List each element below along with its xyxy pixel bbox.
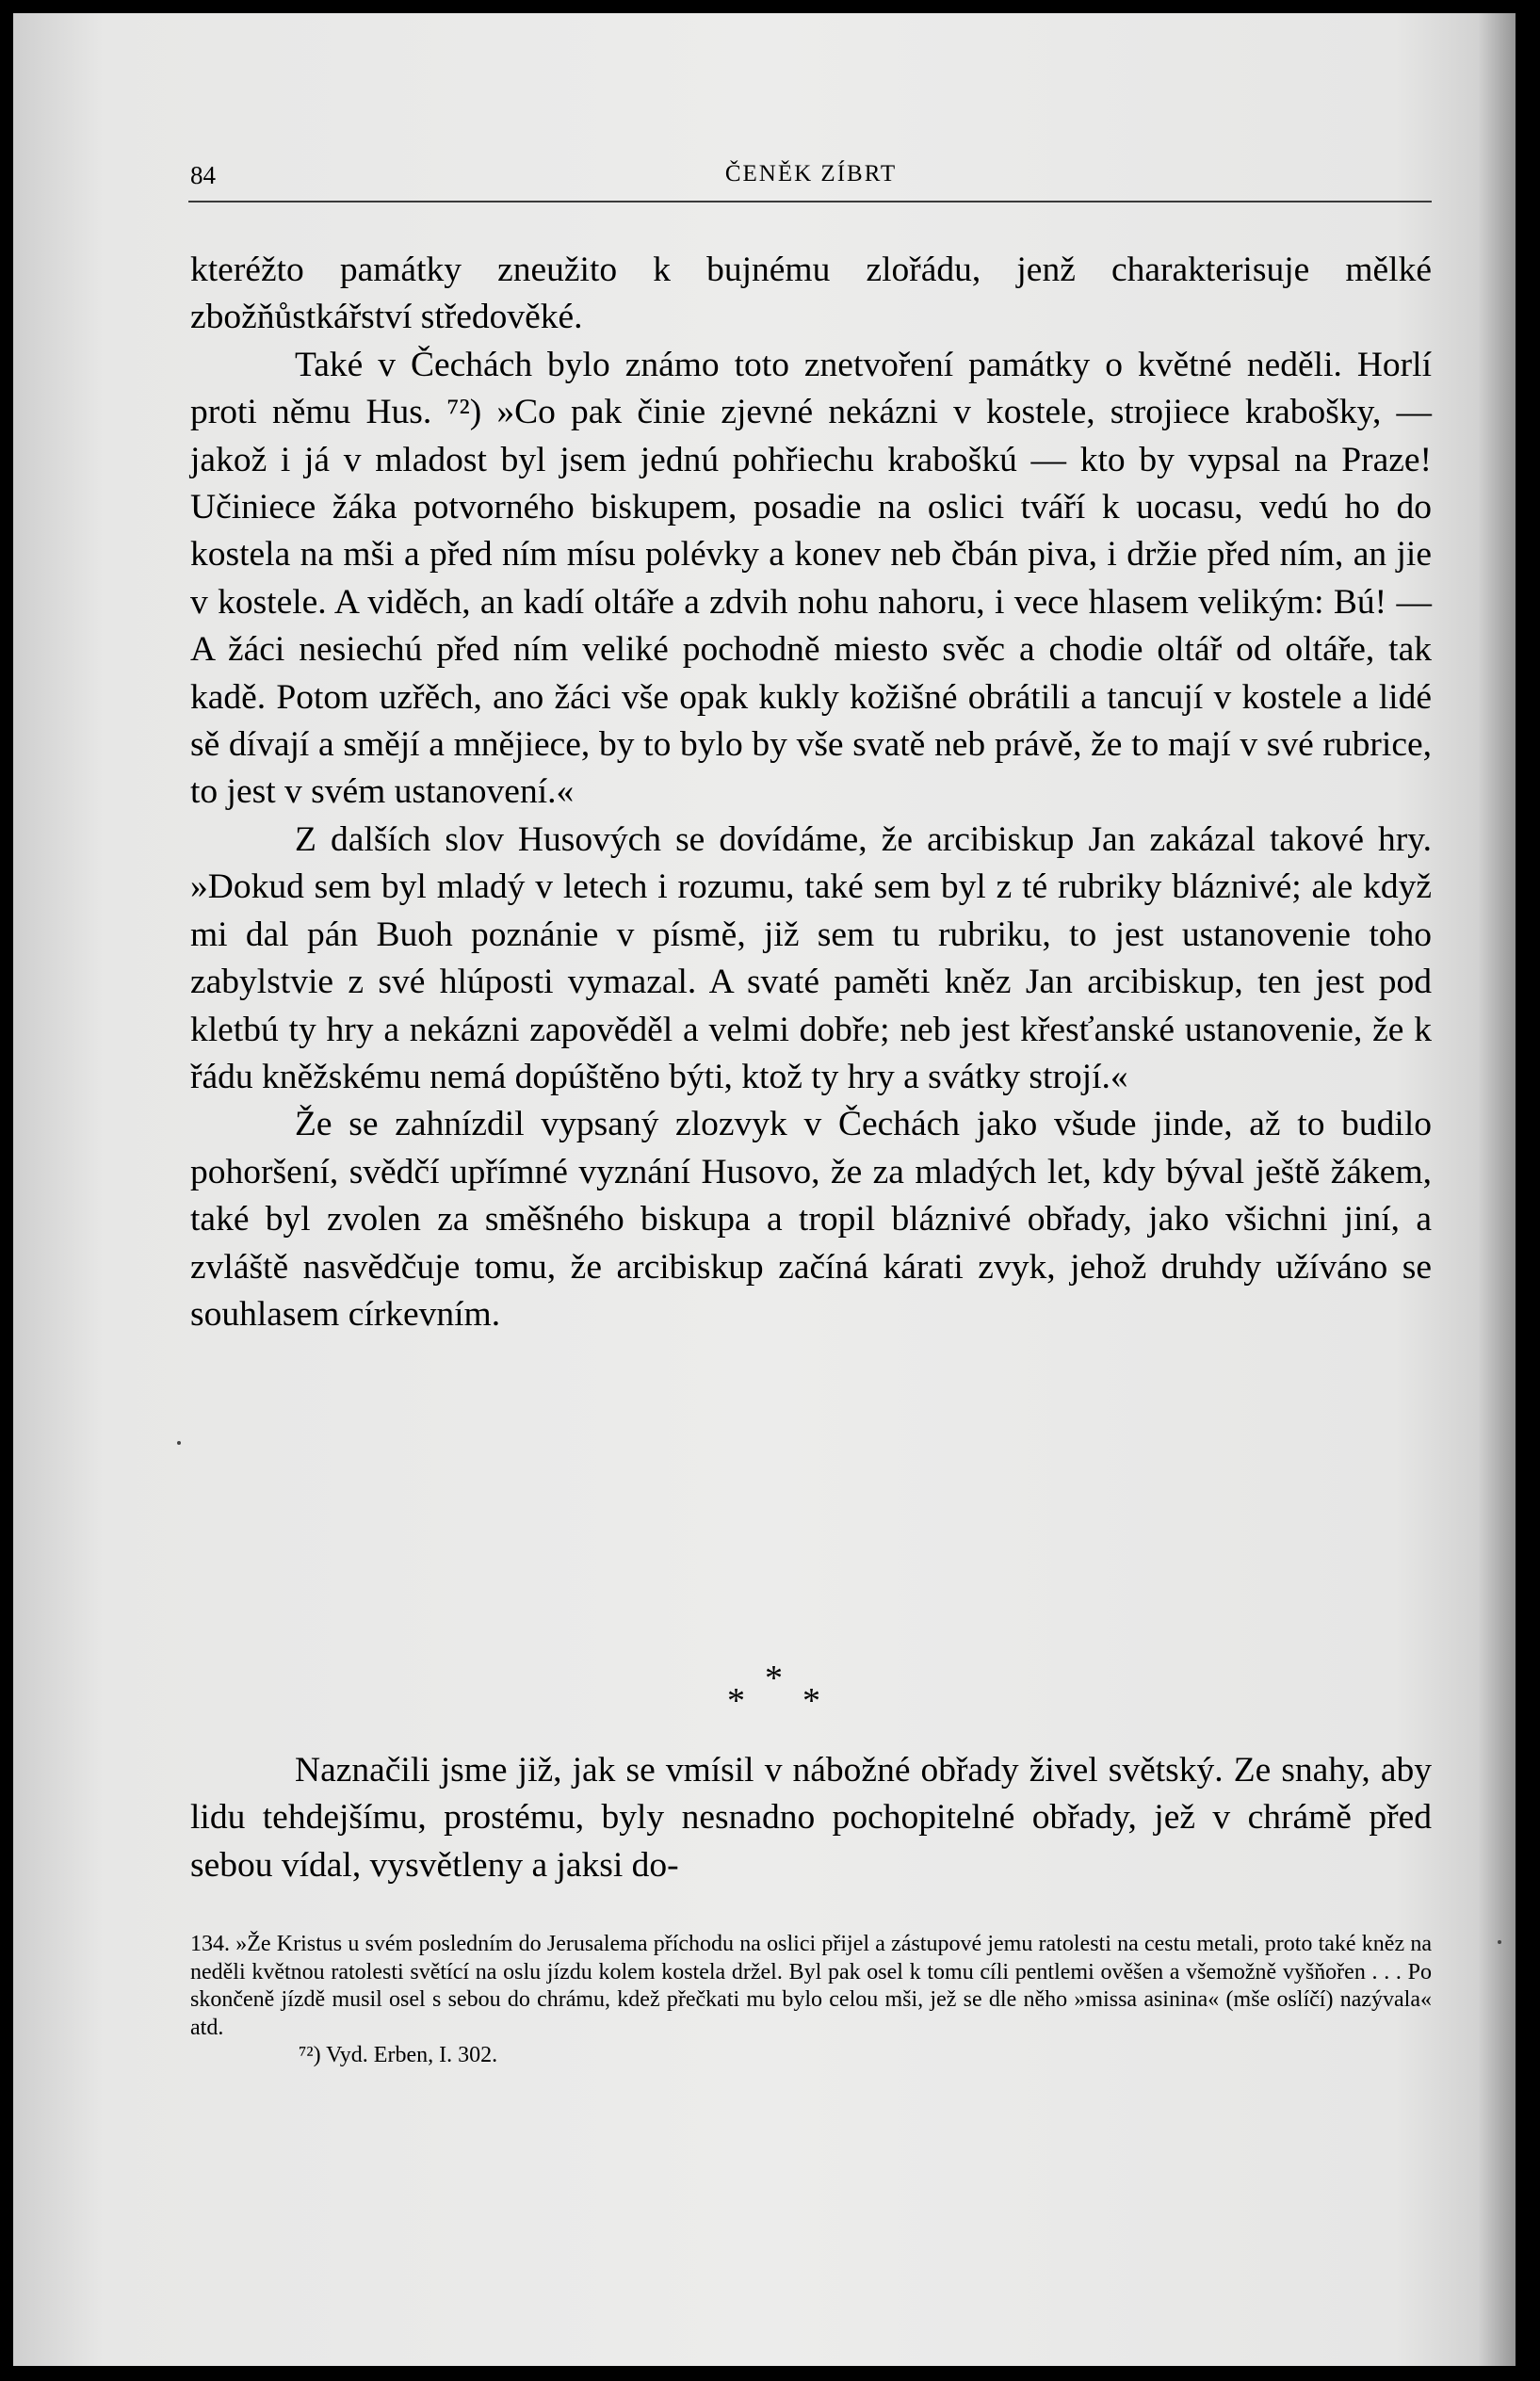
page-header (190, 155, 1432, 193)
running-head: ČENĚK ZÍBRT (724, 161, 898, 186)
section-text (190, 1747, 1432, 1889)
paragraph-2: Také v Čechách bylo známo toto znetvoření památky o květné neděli. Horlí proti němu Hus. ⁷²) »Co pak činie zjevné nekázni v kostele, strojiece krabošky, — jakož i já v mladost byl jsem jednú pohřiechu kraboškú — kto by vypsal na Praze! Učiniece žáka potvorného biskupem, posadie na oslici tváří k uocasu, vedú ho do kostela na mši a před ním mísu polévky a konev neb čbán piva, i držie před ním, an jie v kostele. A viděch, an kadí oltáře a zdvih nohu nahoru, i vece hlasem velikým: Bú! — A žáci nesiechú před ním veliké pochodně miesto svěc a chodie oltář od oltáře, tak kadě. Potom uzřěch, ano žáci vše opak kukly kožišné obrátili a tancují v kostele a lidé sě dívají a smějí a mnějiece, by to bylo by vše svatě neb právě, že to mají v své rubrice, to jest v svém ustanovení.« (190, 345, 1432, 812)
print-speck (1498, 1940, 1501, 1944)
paragraph-4: Že se zahnízdil vypsaný zlozvyk v Čechách jako všude jinde, až to budilo pohoršení, svědčí upřímné vyznání Husovo, že za mladých let, kdy býval ještě žákem, také byl zvolen za směšného biskupa a tropil bláznivé obřady, jako všichni jiní, a zvláště nasvědčuje tomu, že arcibiskup začíná kárati zvyk, jehož druhdy užíváno se souhlasem církevním. (190, 1105, 1432, 1334)
main-text (190, 247, 1432, 1338)
footnote-72: ⁷²) Vyd. Erben, I. 302. (299, 2043, 498, 2067)
header-rule (188, 201, 1432, 202)
footnote-134: 134. »Že Kristus u svém posledním do Jerusalema příchodu na oslici přijel a zástupové jemu ratolesti na cestu metali, proto také kněz na neděli květnou ratolesti světící na oslu jízdu kolem kostela držel. Byl pak osel k tomu cíli pentlemi ověšen a všemožně vyšňořen . . . Po skončeně jízdě musil osel s sebou do chrámu, kdež přečkati mu bylo celou mši, jež se dle něho »missa asinina« (mše oslíčí) nazývala« atd. (190, 1932, 1432, 2040)
asterism-star-left: * (727, 1681, 745, 1721)
paragraph-3: Z dalších slov Husových se dovídáme, že arcibiskup Jan zakázal takové hry. »Dokud sem byl mladý v letech i rozumu, také sem byl z té rubriky bláznivé; ale když mi dal pán Buoh poznánie v písmě, již sem tu rubriku, to jest ustanovenie toho zabylstvie z své hlúposti vymazal. A svaté paměti kněz Jan arcibiskup, ten jest pod kletbú ty hry a nekázni zapověděl a velmi dobře; neb jest křesťanské ustanovenie, že k řádu kněžskému nemá dopúštěno býti, ktož ty hry a svátky strojí.« (190, 819, 1432, 1096)
asterism-star-right: * (802, 1681, 820, 1721)
paragraph-5: Naznačili jsme již, jak se vmísil v nábožné obřady živel světský. Ze snahy, aby lidu tehdejšímu, prostému, byly nesnadno pochopitelné obřady, jež v chrámě před sebou vídal, vysvětleny a jaksi do- (190, 1751, 1432, 1885)
page-number: 84 (190, 161, 216, 189)
footnotes (190, 1931, 1432, 2070)
page-edge-shadow (1478, 13, 1516, 2366)
print-speck (177, 1441, 181, 1445)
asterism-star-top: * (765, 1659, 783, 1698)
section-asterism (727, 1658, 840, 1733)
paragraph-1: kteréžto památky zneužito k bujnému zlořádu, jenž charakterisuje mělké zbožňůstkářství středověké. (190, 251, 1432, 337)
